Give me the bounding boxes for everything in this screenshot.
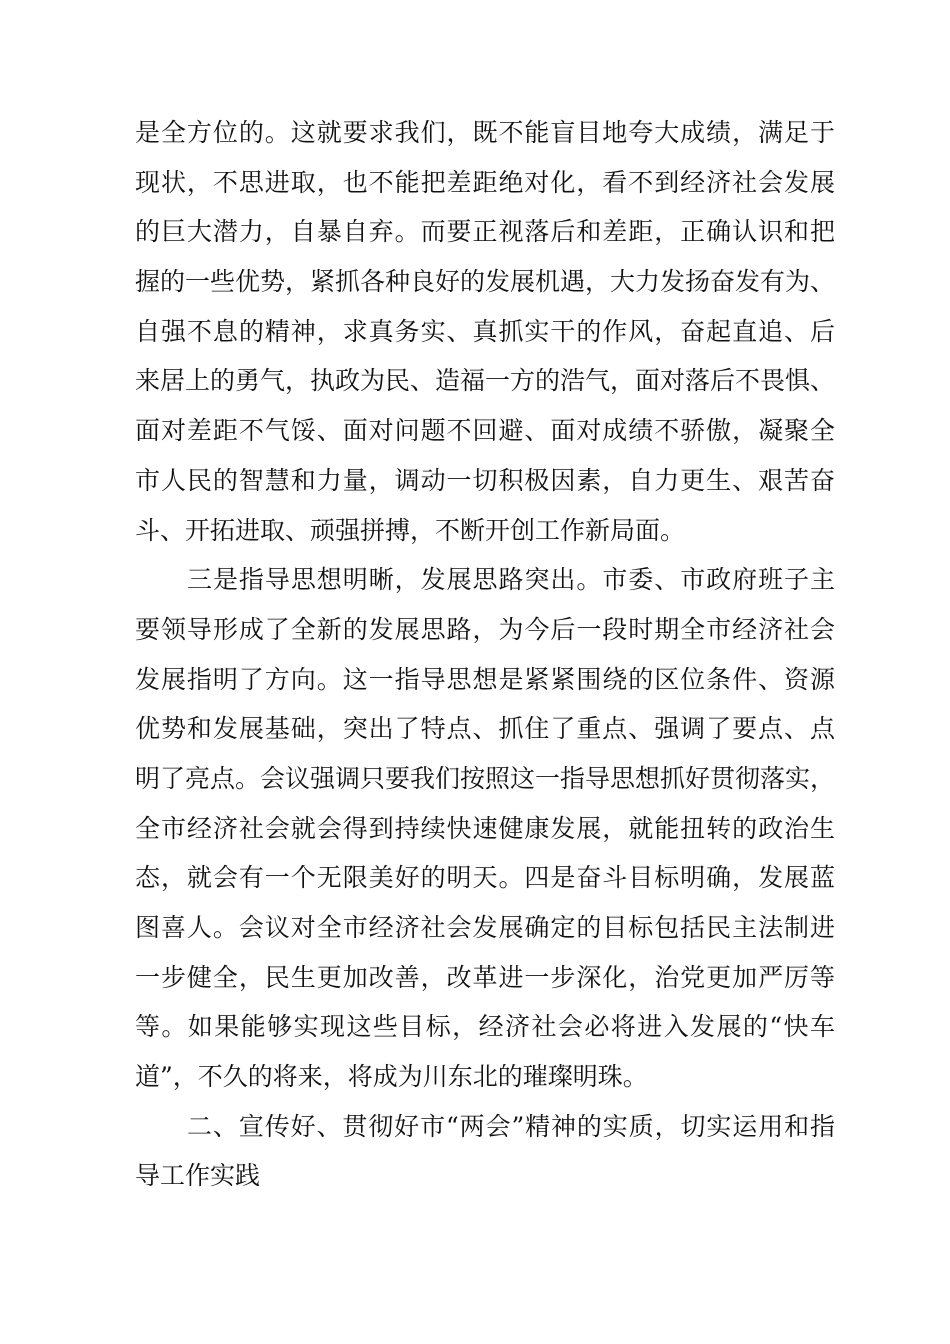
- text-line: 全市经济社会就会得到持续快速健康发展，就能扭转的政治生: [135, 813, 835, 843]
- text-line: 发展指明了方向。这一指导思想是紧紧围绕的区位条件、资源: [135, 664, 835, 694]
- section-heading-line: 导工作实践: [135, 1161, 261, 1191]
- text-line: 现状，不思进取，也不能把差距绝对化，看不到经济社会发展: [135, 167, 835, 197]
- text-line: 市人民的智慧和力量，调动一切积极因素，自力更生、艰苦奋: [135, 465, 835, 495]
- paragraph-end-line: 斗、开拓进取、顽强拼搏，不断开创工作新局面。: [135, 515, 686, 545]
- section-heading-line: 二、宣传好、贯彻好市“两会”精神的实质，切实运用和指: [187, 1111, 835, 1141]
- paragraph-start-line: 三是指导思想明晰，发展思路突出。市委、市政府班子主: [187, 565, 835, 595]
- text-line: 一步健全，民生更加改善，改革进一步深化，治党更加严厉等: [135, 962, 835, 992]
- text-line: 等。如果能够实现这些目标，经济社会必将进入发展的“快车: [135, 1012, 835, 1042]
- text-line: 自强不息的精神，求真务实、真抓实干的作风，奋起直追、后: [135, 316, 835, 346]
- document-body: [135, 108, 835, 1201]
- text-line: 面对差距不气馁、面对问题不回避、面对成绩不骄傲，凝聚全: [135, 416, 835, 446]
- text-line: 明了亮点。会议强调只要我们按照这一指导思想抓好贯彻落实，: [135, 763, 835, 793]
- text-line: 优势和发展基础，突出了特点、抓住了重点、强调了要点、点: [135, 714, 835, 744]
- text-line: 是全方位的。这就要求我们，既不能盲目地夸大成绩，满足于: [135, 118, 835, 147]
- text-line: 图喜人。会议对全市经济社会发展确定的目标包括民主法制进: [135, 913, 835, 942]
- text-line: 的巨大潜力，自暴自弃。而要正视落后和差距，正确认识和把: [135, 217, 835, 247]
- text-line: 握的一些优势，紧抓各种良好的发展机遇，大力发扬奋发有为、: [135, 267, 835, 297]
- text-line: 态，就会有一个无限美好的明天。四是奋斗目标明确，发展蓝: [135, 863, 835, 893]
- text-line: 来居上的勇气，执政为民、造福一方的浩气，面对落后不畏惧、: [135, 366, 835, 396]
- paragraph-end-line: 道”，不久的将来，将成为川东北的璀璨明珠。: [135, 1062, 648, 1092]
- text-line: 要领导形成了全新的发展思路，为今后一段时期全市经济社会: [135, 614, 835, 644]
